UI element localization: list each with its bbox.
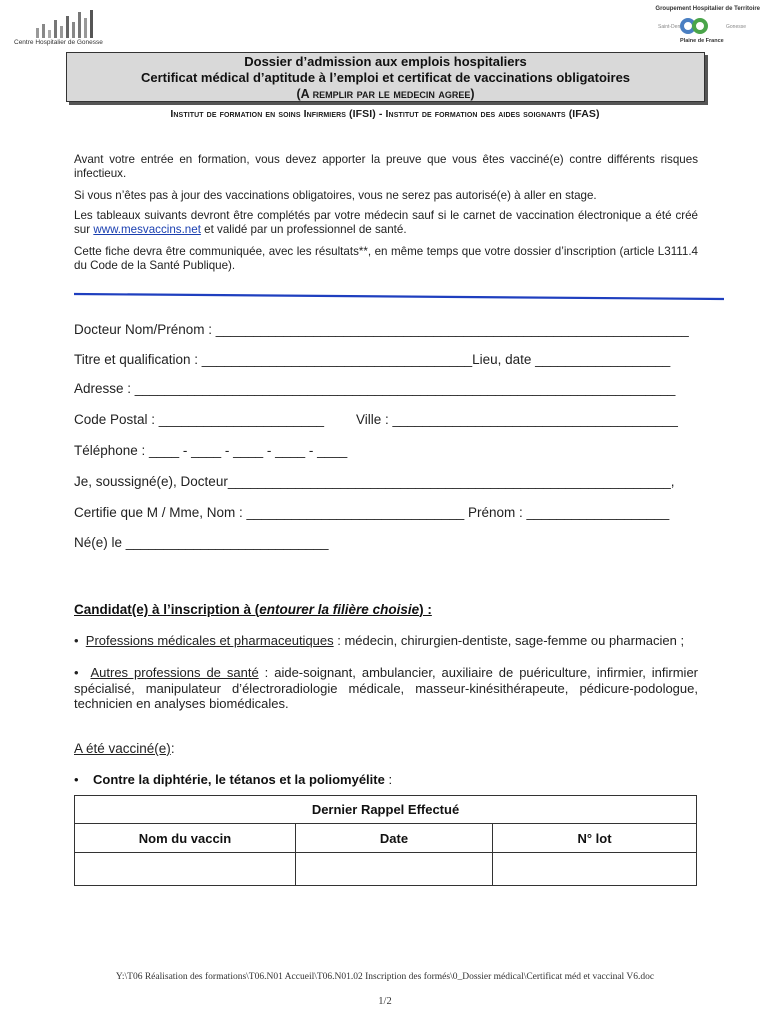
logo-caption: Centre Hospitalier de Gonesse (14, 39, 103, 46)
intro-paragraph-3 (74, 209, 698, 237)
logo-bars-graphic (32, 10, 112, 38)
profession-item-2-label: Autres professions de santé (90, 665, 259, 680)
title-line-1: Dossier d’admission aux emplois hospitaliers (244, 54, 527, 69)
column-header-nom-vaccin: Nom du vaccin (75, 824, 296, 853)
vaccine-item-dtp-suffix: : (384, 772, 393, 787)
footer-file-path: Y:\T06 Réalisation des formations\T06.N01 Accueil\T06.N01.02 Inscription des formés\0_Dossier médical\Certificat méd et vaccinal V6.doc (115, 972, 655, 982)
candidat-heading (74, 602, 432, 617)
adresse-field[interactable]: Adresse : ________________________________________________________________________ (74, 381, 676, 396)
page-number: 1/2 (378, 996, 392, 1007)
bullet-icon: • (74, 772, 93, 787)
date-naissance-field[interactable]: Né(e) le ___________________________ (74, 535, 329, 550)
mesvaccins-link[interactable]: www.mesvaccins.net (93, 223, 201, 236)
titre-qualification-field[interactable]: Titre et qualification : ____________________________________Lieu, date __________________ (74, 352, 671, 367)
ght-circles-icon (680, 16, 720, 38)
vaccine-label (74, 741, 175, 756)
intro-paragraph-2: Si vous n’êtes pas à jour des vaccinations obligatoires, vous ne serez pas autorisé(e) à aller en stage. (74, 189, 597, 202)
intro-paragraph-4: Cette fiche devra être communiquée, avec les résultats**, en même temps que votre dossier d’inscription (article L3111.4 du Code de la Santé Publique). (74, 245, 698, 272)
hospital-logo (14, 10, 124, 50)
profession-item-1-rest: : médecin, chirurgien-dentiste, sage-femme ou pharmacien ; (333, 633, 685, 648)
ght-place: Plaine de France (680, 38, 724, 44)
vaccine-label-suffix: : (170, 741, 175, 756)
column-header-date: Date (296, 824, 493, 853)
profession-item-1[interactable] (74, 633, 698, 649)
title-line-3: (A remplir par le medecin agree) (296, 87, 475, 101)
vaccine-label-text: A été vacciné(e) (74, 741, 171, 756)
candidat-heading-b: ) : (419, 602, 432, 617)
vaccine-item-dtp-label: Contre la diphtérie, le tétanos et la poliomyélite (93, 772, 385, 787)
intro-paragraph-1: Avant votre entrée en formation, vous devez apporter la preuve que vous êtes vacciné(e) contre différents risques infectieux. (74, 153, 698, 180)
intro-p3-before: Les tableaux suivants devront être complétés par votre médecin sauf si le carnet de vaccination électronique a été créé sur (74, 209, 698, 236)
bullet-icon: • (74, 665, 91, 680)
candidat-heading-em: entourer la filière choisie (259, 602, 420, 617)
ght-title: Groupement Hospitalier de Territoire (655, 6, 760, 12)
blue-separator-line (74, 290, 724, 302)
candidat-heading-a: Candidat(e) à l’inscription à ( (74, 602, 260, 617)
institut-heading: Institut de formation en soins Infirmiers (IFSI) - Institut de formation des aides soignants (IFAS) (170, 108, 600, 120)
profession-item-1-label: Professions médicales et pharmaceutiques (85, 633, 334, 648)
column-header-lot: N° lot (493, 824, 697, 853)
ville-field[interactable]: Ville : ______________________________________ (356, 412, 678, 427)
telephone-field[interactable]: Téléphone : ____ - ____ - ____ - ____ - ____ (74, 443, 348, 458)
vaccine-item-dtp (74, 772, 392, 787)
vaccine-table (74, 795, 697, 886)
bullet-icon: • (74, 633, 86, 648)
docteur-nom-field[interactable]: Docteur Nom/Prénom : _______________________________________________________________ (74, 322, 689, 337)
cell-lot[interactable] (493, 853, 697, 886)
document-title-box (66, 52, 705, 102)
vaccine-table-header: Dernier Rappel Effectué (75, 796, 697, 824)
ght-right-text: Gonesse (726, 24, 747, 30)
profession-item-2[interactable] (74, 665, 698, 712)
intro-p3-after: et validé par un professionnel de santé. (200, 223, 407, 236)
title-line-2: Certificat médical d’aptitude à l’emploi et certificat de vaccinations obligatoires (140, 70, 631, 85)
certifie-field[interactable]: Certifie que M / Mme, Nom : _____________________________ Prénom : ___________________ (74, 505, 670, 520)
code-postal-field[interactable]: Code Postal : ______________________ (74, 412, 324, 427)
cell-nom-vaccin[interactable] (75, 853, 296, 886)
ght-left-text: Saint-Denis (658, 24, 684, 30)
cell-date[interactable] (296, 853, 493, 886)
profession-item-2-rest: : aide-soignant, ambulancier, auxiliaire de puériculture, infirmier, infirmier spécialisé, manipulateur d’électroradiologie médicale, masseur-kinésithérapeute, pédicure-podologue, technicien en analyses biomédicales. (74, 665, 699, 711)
soussigne-field[interactable]: Je, soussigné(e), Docteur___________________________________________________________, (74, 474, 675, 489)
ght-logo (640, 6, 760, 46)
